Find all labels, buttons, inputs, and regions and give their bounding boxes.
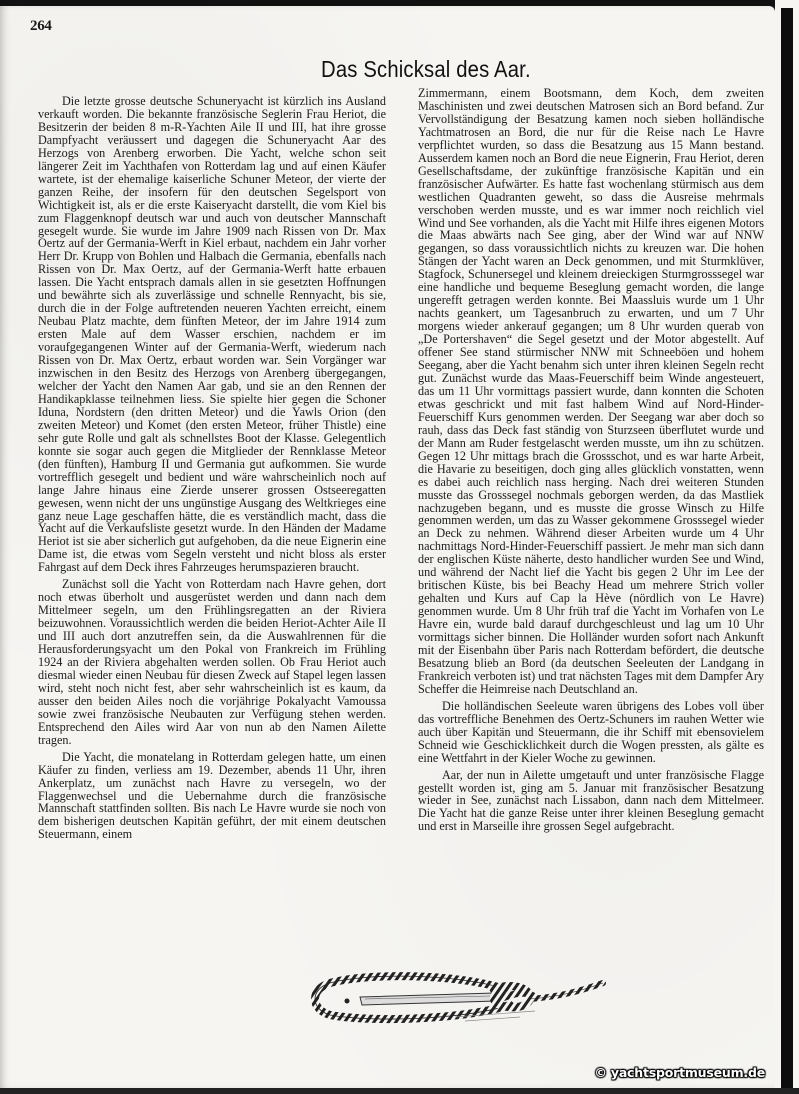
paragraph: Zunächst soll die Yacht von Rotterdam nach Havre gehen, dort noch etwas überholt und ausgerüstet werden und dann nach dem Mittelmeer segeln, um den Frühlingsregatten an der Riviera beizuwohnen. Voraussichtlich werden die beiden Heriot-Achter Aile II und III auch dort anzutreffen sein, da die Auswahlrennen für die Herausforderungsyacht um den Pokal von Frankreich im Frühling 1924 an der Riviera abgehalten werden sollen. Ob Frau Heriot auch diesmal wieder einen Neubau für diesen Zweck auf Stapel legen lassen wird, steht noch nicht fest, aber sehr wahrscheinlich ist es kaum, da ausser den beiden Ailes noch die vorjährige Pokalyacht Vamoussa sowie zwei französische Neubauten zur Verfügung stehen werden. Entsprechend den Ailes wird Aar von nun ab den Namen Ailette tragen.	[38, 577, 386, 747]
paragraph: Aar, der nun in Ailette umgetauft und unter französische Flagge gestellt worden ist, ging am 5. Januar mit französischer Besatzung wieder in See, zunächst nach Lissabon, dann nach dem Mittelmeer. Die Yacht hat die ganze Reise unter ihrer kleinen Beseglung gemacht und erst in Marseille ihre grossen Segel aufgebracht.	[418, 767, 764, 834]
magazine-page	[0, 6, 775, 1088]
scan-binding-shadow	[781, 8, 793, 1088]
copyright-watermark: © yachtsportmuseum.de	[594, 1065, 765, 1080]
paragraph: Die letzte grosse deutsche Schuneryacht ist kürzlich ins Ausland verkauft worden. Die bekannte französische Seglerin Frau Heriot, die Besitzerin der beiden 8 m-R-Yachten Aile II und III, hat ihre grosse Dampfyacht veräussert und dagegen die Schuneryacht Aar des Herzogs von Arenberg erworben. Die Yacht, welche schon seit längerer Zeit im Yachthafen von Rotterdam lag und auf einen Käufer wartete, ist der ehemalige kaiserliche Schuner Meteor, der vierte der ganzen Reihe, der insofern für den deutschen Segelsport von Wichtigkeit ist, als er die erste Kaiseryacht darstellt, die vom Kiel bis zum Flaggenknopf deutsch war und auch von deutscher Mannschaft gesegelt wurde. Sie wurde im Jahre 1909 nach Rissen von Dr. Max Oertz auf der Germania-Werft in Kiel erbaut, nachdem ein Jahr vorher Herr Dr. Krupp von Bohlen und Halbach die Germania, ebenfalls nach Rissen von Dr. Max Oertz, auf der Germania-Werft hatte erbauen lassen. Die Yacht entsprach damals allen in sie gesetzten Hoffnungen und bewährte sich als zuverlässige und schnelle Rennyacht, bis sie, durch die in der Folge auftretenden neueren Yachten erreicht, einem Neubau Platz machte, dem fünften Meteor, der im Jahre 1914 zum ersten Male auf dem Wasser erschien, nachdem er im voraufgegangenen Winter auf der Germania-Werft, wiederum nach Rissen von Dr. Max Oertz, erbaut worden war. Sein Vorgänger war inzwischen in den Besitz des Herzogs von Arenberg übergegangen, welcher der Yacht den Namen Aar gab, und sie an den Rennen der Handikapklasse teilnehmen liess. Sie spielte hier gegen die Schoner Iduna, Nordstern (den dritten Meteor) und die Yawls Orion (den zweiten Meteor) und Komet (den ersten Meteor, früher Thistle) eine sehr gute Rolle und galt als schnellstes Boot der Klasse. Gelegentlich konnte sie sogar auch gegen die Mitglieder der Rennklasse Meteor (den fünften), Hamburg II und Germania gut aufkommen. Sie wurde vortrefflich gesegelt und bedient und wäre wahrscheinlich noch auf lange Jahre hinaus eine Zierde unserer grossen Ostseeregatten gewesen, wenn nicht der uns ungünstige Ausgang des Weltkrieges eine ganz neue Lage geschaffen hätte, die es verständlich macht, dass die Yacht auf die Verkaufsliste gesetzt wurde. In den Händen der Madame Heriot ist sie aber sicherlich gut aufgehoben, da die neue Eignerin eine Dame ist, die etwas vom Segeln versteht und nicht bloss als erster Fahrgast auf dem Deck ihres Fahrzeuges herumspazieren braucht.	[38, 94, 386, 575]
page-number: 264	[30, 18, 52, 34]
scan-bottom-border	[0, 1088, 799, 1094]
paragraph: Zimmermann, einem Bootsmann, dem Koch, dem zweiten Maschinisten und zwei deutschen Matrosen sich an Bord befand. Zur Vervollständigung der Besatzung kamen noch sieben holländische Yachtmatrosen an Bord, die nur für die Reise nach Le Havre verpflichtet wurden, so dass die Besatzung aus 15 Mann bestand. Ausserdem kamen noch an Bord die neue Eignerin, Frau Heriot, deren Gesellschaftsdame, der zukünftige französische Kapitän und ein französischer Aufwärter. Es hatte fast wochenlang stürmisch aus dem westlichen Quadranten geweht, so dass die Ausreise mehrmals verschoben werden musste, und es war immer noch reichlich viel Wind und See vorhanden, als die Yacht mit Hilfe ihres eigenen Motors die Maas abwärts nach See ging, aber der Wind war auf NNW gegangen, so dass voraussichtlich nichts zu kreuzen war. Die hohen Stängen der Yacht waren an Deck genommen, und mit Sturmklüver, Stagfock, Schunersegel und kleinem dreieckigen Sturmgrosssegel war eine handliche und bequeme Beseglung gemacht worden, die lange ungerefft getragen werden konnte. Bei Maassluis wurde um 1 Uhr nachts geankert, um Tagesanbruch zu erwarten, und um 7 Uhr morgens wieder ankerauf gegangen; um 8 Uhr wurden querab von „De Portershaven“ die Segel gesetzt und der Motor abgestellt. Auf offener See stand stürmischer NNW mit Schneeböen und hohem Seegang, aber die Yacht benahm sich unter ihren kleinen Segeln recht gut. Zunächst wurde das Maas-Feuerschiff beim Winde angesteuert, das um 11 Uhr vormittags passiert wurde, dann konnten die Schoten etwas geschrickt und mit fast halbem Wind auf Nord-Hinder-Feuerschiff Kurs genommen werden. Der Seegang war aber doch so rauh, dass das Deck fast ständig von Sturzseen überflutet wurde und der Mann am Ruder festgelascht werden musste, um ihn zu schützen. Gegen 12 Uhr mittags brach die Grossschot, und es war harte Arbeit, die Havarie zu beseitigen, doch ging alles glücklich vonstatten, wenn es dabei auch reichlich nass herging. Nach drei weiteren Stunden musste das Grosssegel nochmals geborgen werden, da das Mastliek nachzugeben begann, und es musste die grosse Winsch zu Hilfe genommen werden, um das zu Wasser gekommene Grosssegel wieder an Deck zu nehmen. Während dieser Arbeiten wurde um 4 Uhr nachmittags Nord-Hinder-Feuerschiff passiert. Je mehr man sich dann der englischen Küste näherte, desto handlicher wurden See und Wind, und während der Nacht lief die Yacht bis gegen 2 Uhr im Lee der britischen Küste, bis bei Beachy Head um mehrere Strich voller gehalten und Kurs auf Cap la Hève (nördlich von Le Havre) genommen wurde. Um 8 Uhr früh traf die Yacht im Vorhafen von Le Havre ein, wurde bald darauf durchgeschleust und lag um 10 Uhr vormittags sicher binnen. Die Holländer wurden sofort nach Ankunft mit der Eisenbahn über Paris nach Rotterdam befördert, die deutsche Besatzung blieb an Bord (da deutschen Seeleuten der Landgang in Frankreich verboten ist) und trat nächsten Tages mit dem Dampfer Ary Scheffer die Heimreise nach Deutschland an.	[418, 86, 764, 696]
rope-knot-icon	[305, 961, 615, 1031]
paragraph: Die holländischen Seeleute waren übrigens des Lobes voll über das vortreffliche Benehmen des Oertz-Schuners im rauhen Wetter wie auch über Kapitän und Steuermann, die ihr Schiff mit ebensovielem Schneid wie Geschicklichkeit durch die Wogen pressten, als gälte es eine Wettfahrt in der Kieler Woche zu gewinnen.	[418, 698, 764, 765]
left-column	[38, 95, 386, 845]
article-title: Das Schicksal des Aar.	[321, 56, 531, 82]
right-column	[418, 87, 764, 837]
paragraph: Die Yacht, die monatelang in Rotterdam gelegen hatte, um einen Käufer zu finden, verliess am 19. Dezember, abends 11 Uhr, ihren Ankerplatz, um zunächst nach Havre zu versegeln, wo der Flaggenwechsel und die Uebernahme durch die französische Mannschaft stattfinden sollten. Bis nach Le Havre wurde sie noch von dem bisherigen deutschen Kapitän geführt, der mit einem deutschen Steuermann, einem	[38, 749, 386, 842]
